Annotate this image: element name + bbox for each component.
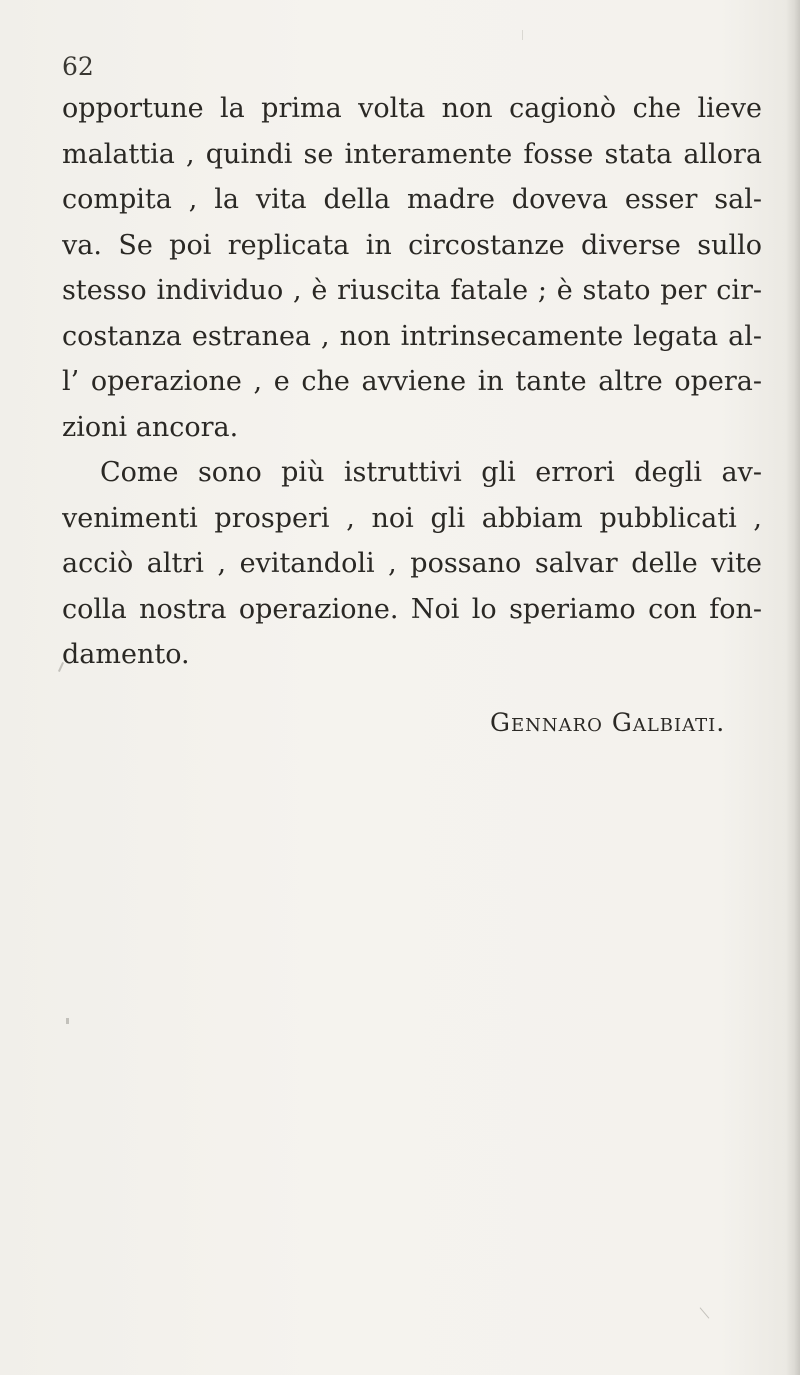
text-line: opportune la prima volta non cagionò che lieve: [62, 93, 762, 124]
text-line: va. Se poi replicata in circostanze diverse sullo: [62, 229, 762, 261]
paragraph-end-line: zioni ancora.: [62, 411, 239, 443]
paragraph-start-line: Come sono più istruttivi gli errori degli av-: [100, 457, 762, 488]
paper-speck: [700, 1307, 710, 1318]
paragraph-end-line: damento.: [62, 639, 190, 670]
text-line: acciò altri , evitandoli , possano salvar delle vite: [62, 548, 762, 579]
page-number: 62: [62, 52, 94, 81]
paper-speck: [522, 30, 523, 40]
text-line: stesso individuo , è riuscita fatale ; è stato per cir-: [62, 275, 762, 306]
body-text: [62, 86, 762, 678]
paper-speck: [66, 1018, 69, 1024]
text-line: costanza estranea , non intrinsecamente legata al-: [62, 320, 762, 352]
page-edge-shadow: [786, 0, 800, 1375]
text-line: venimenti prosperi , noi gli abbiam pubblicati ,: [62, 502, 762, 534]
author-signature: Gennaro Galbiati.: [490, 708, 726, 737]
text-line: malattia , quindi se interamente fosse stata allora: [62, 138, 762, 170]
text-line: compita , la vita della madre doveva esser sal-: [62, 184, 762, 215]
text-line: l’ operazione , e che avviene in tante altre opera-: [62, 366, 762, 397]
text-line: colla nostra operazione. Noi lo speriamo con fon-: [62, 593, 762, 625]
